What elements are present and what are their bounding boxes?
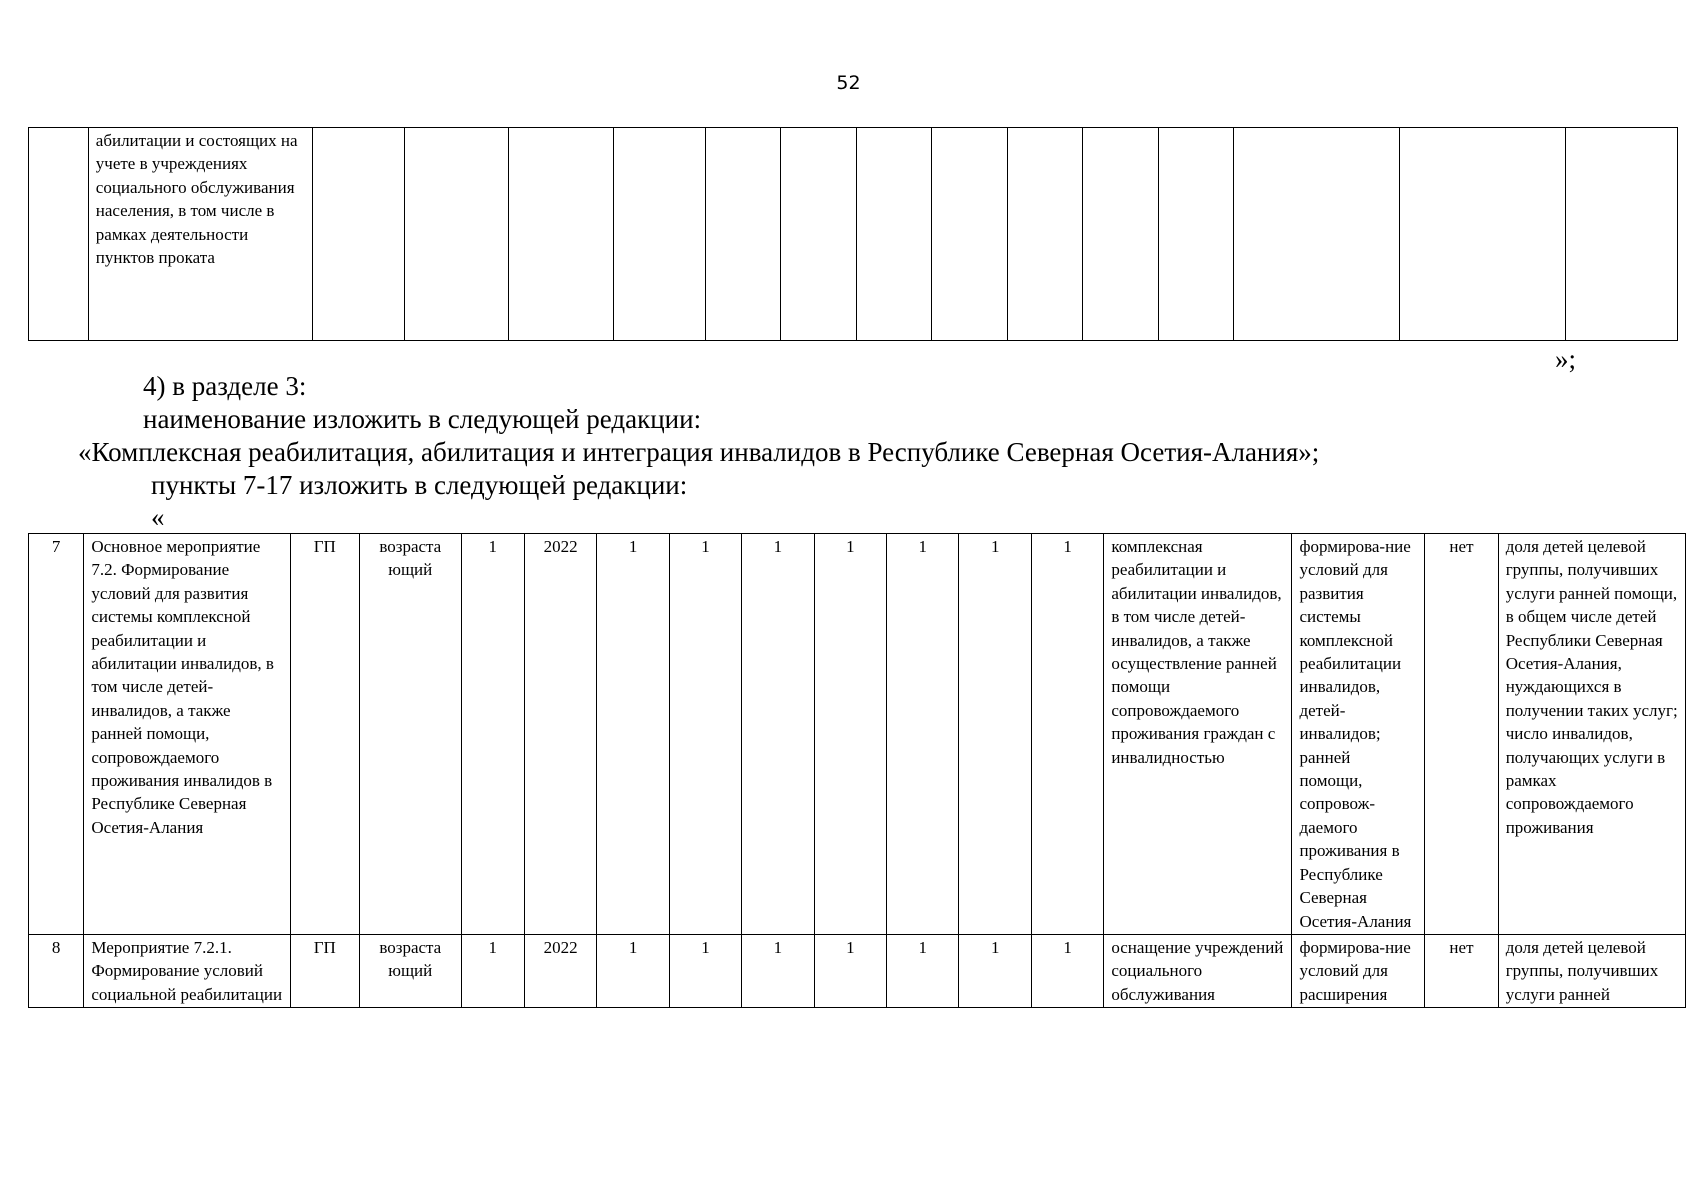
- cell-v5: 1: [814, 534, 886, 935]
- cell-v8: 1: [1031, 934, 1103, 1007]
- cell-effect: формирова-ние условий для развития системы комплексной реабилитации инвалидов, детей-инвалидов; ранней помощи, сопровож-даемого проживания в Республике Северная Осетия-Алания: [1292, 534, 1425, 935]
- cell-v8: 1: [1031, 534, 1103, 935]
- open-quote: «: [151, 502, 165, 532]
- table-row: [29, 934, 1686, 1007]
- cell-v7: 1: [959, 934, 1031, 1007]
- cell-v3: 1: [669, 934, 741, 1007]
- cell-result: оснащение учреждений социального обслуживания: [1104, 934, 1292, 1007]
- cell-name: Мероприятие 7.2.1. Формирование условий социальной реабилитации: [84, 934, 290, 1007]
- paragraph-section: 4) в разделе 3:: [143, 371, 307, 401]
- cell-prog: ГП: [290, 534, 359, 935]
- cell-num: 8: [29, 934, 84, 1007]
- cell-v4: 1: [742, 534, 814, 935]
- cell-v3: 1: [669, 534, 741, 935]
- cell-empty: [29, 128, 89, 341]
- paragraph-title: «Комплексная реабилитация, абилитация и интеграция инвалидов в Республике Северная Осетия-Алания»;: [78, 437, 1320, 467]
- cell-name: Основное мероприятие 7.2. Формирование условий для развития системы комплексной реабилитации и абилитации инвалидов, в том числе детей-инвалидов, а также ранней помощи, сопровождаемого проживания инвалидов в Республике Северная Осетия-Алания: [84, 534, 290, 935]
- cell-text: абилитации и состоящих на учете в учреждениях социального обслуживания населения, в том числе в рамках деятельности пунктов проката: [88, 128, 312, 341]
- cell-indicator: доля детей целевой группы, получивших услуги ранней: [1498, 934, 1685, 1007]
- cell-num: 7: [29, 534, 84, 935]
- cell-v2: 1: [597, 534, 669, 935]
- program-table: [28, 533, 1686, 1008]
- table-row: [29, 534, 1686, 935]
- cell-v2: 1: [597, 934, 669, 1007]
- table-row: [29, 128, 1678, 341]
- cell-year: 2022: [524, 534, 596, 935]
- cell-v6: 1: [887, 934, 959, 1007]
- cell-prog: ГП: [290, 934, 359, 1007]
- cell-v7: 1: [959, 534, 1031, 935]
- cell-indicator: доля детей целевой группы, получивших услуги ранней помощи, в общем числе детей Республики Северная Осетия-Алания, нуждающихся в получении таких услуг; число инвалидов, получающих услуги в рамках сопровождаемого проживания: [1498, 534, 1685, 935]
- cell-year: 2022: [524, 934, 596, 1007]
- cell-flag: нет: [1425, 534, 1498, 935]
- cell-v4: 1: [742, 934, 814, 1007]
- cell-type: возраста ющий: [359, 534, 461, 935]
- closing-quote: »;: [1555, 344, 1577, 374]
- prev-table: [28, 127, 1678, 341]
- cell-type: возраста ющий: [359, 934, 461, 1007]
- cell-v5: 1: [814, 934, 886, 1007]
- page-number: 52: [836, 72, 861, 94]
- cell-effect: формирова-ние условий для расширения: [1292, 934, 1425, 1007]
- paragraph-points: пункты 7-17 изложить в следующей редакции:: [151, 470, 688, 500]
- paragraph-name: наименование изложить в следующей редакции:: [143, 404, 702, 434]
- cell-v1: 1: [461, 534, 524, 935]
- cell-v1: 1: [461, 934, 524, 1007]
- cell-flag: нет: [1425, 934, 1498, 1007]
- cell-v6: 1: [887, 534, 959, 935]
- cell-result: комплексная реабилитации и абилитации инвалидов, в том числе детей-инвалидов, а также осуществление ранней помощи сопровождаемого проживания граждан с инвалидностью: [1104, 534, 1292, 935]
